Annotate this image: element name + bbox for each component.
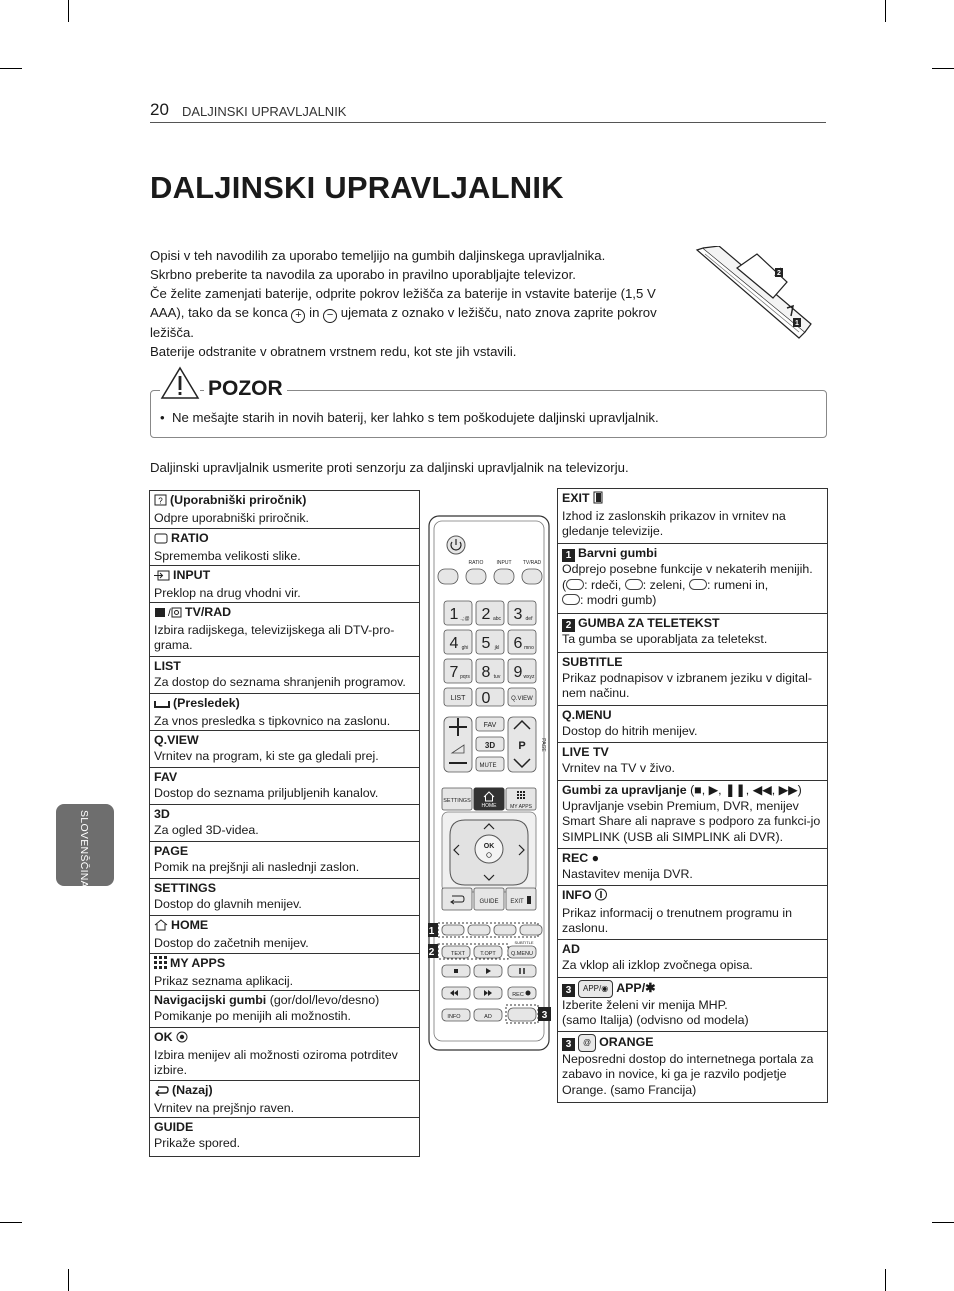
colour-key-2	[468, 925, 490, 935]
ok-label: OK	[483, 843, 495, 850]
row-desc: Odprejo posebne funkcije v nekaterih menijih.	[562, 562, 813, 576]
table-row	[150, 694, 419, 731]
svg-text:?: ?	[158, 496, 163, 506]
intro-line: Opisi v teh navodilih za uporabo temeljijo na gumbih daljinskega upravljalnika.	[150, 248, 606, 263]
page-p-label: P	[518, 740, 526, 752]
table-row	[558, 544, 827, 614]
row-title-text: Q.MENU	[562, 708, 612, 722]
row-title-text: AD	[562, 942, 580, 956]
zero-digit: 0	[481, 690, 491, 707]
row-desc: Za ogled 3D-videa.	[154, 822, 259, 837]
row-desc: Za vnos presledka s tipkovnico na zaslonu.	[154, 713, 391, 728]
row-title-text: HOME	[171, 918, 209, 932]
row-title-text: ORANGE	[599, 1035, 654, 1049]
language-tab-label: SLOVENŠČINA	[78, 810, 90, 888]
row-title	[154, 844, 415, 860]
page-title: DALJINSKI UPRAVLJALNIK	[150, 170, 564, 205]
row-title	[154, 1030, 415, 1048]
table-row	[150, 529, 419, 566]
crop-mark	[68, 1269, 69, 1291]
figure-label-2: 2	[777, 270, 781, 277]
table-row	[150, 731, 419, 768]
exit-icon	[593, 491, 603, 509]
row-title	[154, 568, 415, 586]
crop-mark	[932, 1222, 954, 1223]
subtitle-label: SUBTITLE	[514, 940, 534, 945]
remote-control-illustration	[428, 515, 552, 1055]
number-key-digit: 7	[449, 664, 459, 681]
number-key-letters: tuv	[493, 674, 501, 680]
table-row	[150, 768, 419, 805]
ratio-label: RATIO	[468, 560, 484, 566]
row-desc: Dostop do hitrih menijev.	[562, 723, 698, 738]
row-title	[154, 1120, 415, 1136]
row-title	[562, 655, 823, 671]
intro-fragment: AAA), tako da se konca	[150, 305, 288, 320]
running-header: DALJINSKI UPRAVLJALNIK	[182, 104, 347, 119]
table-row	[150, 657, 419, 694]
number-badge: 2	[562, 619, 575, 632]
input-button	[494, 569, 514, 584]
page-vertical-label: PAGE	[540, 738, 546, 752]
row-title	[562, 616, 823, 632]
row-title-extra: (■, ▶, ❚❚, ◀◀, ▶▶)	[686, 783, 802, 797]
caution-gap	[300, 389, 825, 390]
number-badge: 1	[562, 549, 575, 562]
row-desc: Vrnitev na program, ki ste ga gledali prej.	[154, 748, 379, 763]
row-title	[562, 491, 823, 509]
number-badge-text: 1	[428, 926, 435, 937]
row-desc: Prikaz seznama aplikacij.	[154, 973, 294, 988]
intro-fragment: ujemata z oznako v ležišču, nato znova zaprite pokrov	[340, 305, 657, 320]
header-rule	[150, 122, 826, 123]
right-button-table	[557, 488, 828, 1103]
my-apps-grid-dot	[517, 797, 519, 799]
intro-fragment: in	[309, 305, 320, 320]
row-desc: Izbira menijev ali možnosti oziroma potrditev izbire.	[154, 1047, 398, 1077]
intro-line: Skrbno preberite ta navodila za uporabo in pravilno uporabljajte televizor.	[150, 267, 576, 282]
row-title-text: Barvni gumbi	[578, 546, 658, 560]
table-row	[150, 954, 419, 991]
red-button-icon	[566, 579, 584, 590]
table-row	[558, 978, 827, 1032]
number-badge: 3	[562, 1038, 575, 1051]
crop-mark	[0, 68, 22, 69]
row-desc: Prikaz informacij o trenutnem programu in zaslonu.	[562, 905, 793, 935]
row-title-text: SUBTITLE	[562, 655, 623, 669]
row-title	[562, 942, 823, 958]
pause-button	[508, 965, 536, 977]
row-desc: Upravljanje vsebin Premium, DVR, menijev Smart Share ali naprave s podporo za funkci-jo SIMPLINK (USB ali SIMPLINK ali DVR).	[562, 798, 821, 844]
table-row	[558, 614, 827, 653]
number-key-letters: abc	[492, 616, 502, 622]
colour-key-3	[494, 925, 516, 935]
apps-grid-icon	[154, 956, 167, 974]
row-title-text: Gumbi za upravljanje	[562, 783, 687, 797]
row-desc: Za vklop ali izklop zvočnega opisa.	[562, 957, 753, 972]
guide-label: GUIDE	[479, 899, 499, 905]
table-row	[150, 916, 419, 954]
number-key-digit: 8	[481, 664, 491, 681]
number-key-letters: jkl	[494, 645, 500, 651]
table-row	[150, 1081, 419, 1118]
row-title-text: MY APPS	[170, 956, 226, 970]
table-row	[150, 879, 419, 916]
crop-mark	[0, 1222, 22, 1223]
caution-title: POZOR	[204, 377, 287, 401]
back-icon	[154, 1084, 169, 1101]
remote-key-icon: APP/◉	[578, 980, 613, 998]
number-key-letters: .,;@	[460, 616, 470, 622]
row-title	[154, 993, 415, 1009]
row-title	[154, 531, 415, 549]
row-title-text: 3D	[154, 807, 170, 821]
number-key-letters: def	[525, 616, 533, 622]
table-row	[558, 886, 827, 940]
home-label: HOME	[481, 803, 497, 809]
row-desc: Prikaz podnapisov v izbranem jeziku v digital-nem načinu.	[562, 670, 812, 700]
row-desc: Sprememba velikosti slike.	[154, 548, 301, 563]
text-label: TEXT	[450, 951, 466, 957]
table-row	[558, 489, 827, 544]
row-desc: Pomik na prejšnji ali naslednji zaslon.	[154, 859, 360, 874]
table-row	[150, 566, 419, 603]
row-desc: Ta gumba se uporabljata za teletekst.	[562, 632, 768, 646]
row-desc: Prikaže spored.	[154, 1135, 241, 1150]
number-key-letters: mno	[524, 645, 534, 651]
row-title-text: (Uporabniški priročnik)	[170, 493, 307, 507]
row-title-text: (Nazaj)	[172, 1083, 213, 1097]
crop-mark	[885, 0, 886, 22]
green-button-icon	[625, 579, 643, 590]
row-title	[154, 881, 415, 897]
row-desc: Dostop do seznama priljubljenih kanalov.	[154, 785, 379, 800]
row-desc: Nastavitev menija DVR.	[562, 866, 693, 881]
table-row	[558, 940, 827, 978]
number-badge-text: 3	[541, 1010, 548, 1021]
crop-mark	[932, 68, 954, 69]
row-desc: : modri gumb)	[562, 593, 823, 609]
table-row	[558, 706, 827, 743]
my-apps-grid-dot	[517, 794, 519, 796]
rec-dot-icon	[526, 991, 531, 996]
row-desc: ( : rdeči, : zeleni, : rumeni in,	[562, 577, 769, 592]
number-badge-text: 2	[428, 947, 435, 958]
row-title	[562, 708, 823, 724]
table-row	[150, 603, 419, 657]
crop-mark	[885, 1269, 886, 1291]
language-tab	[56, 804, 114, 886]
t-opt-label: T.OPT	[480, 951, 496, 957]
number-key-letters: ghi	[461, 645, 469, 651]
table-row	[558, 743, 827, 781]
row-title-text: Q.VIEW	[154, 733, 199, 747]
row-title-text: APP/✱	[616, 981, 656, 995]
row-title-text: OK	[154, 1030, 173, 1044]
number-badge: 3	[562, 984, 575, 997]
my-apps-grid-dot	[517, 791, 519, 793]
row-desc: Odpre uporabniški priročnik.	[154, 510, 309, 525]
crop-mark	[68, 0, 69, 22]
row-title	[154, 956, 415, 974]
row-title	[154, 493, 415, 511]
q-view-label: Q.VIEW	[511, 696, 533, 702]
svg-text:/: /	[168, 608, 171, 618]
intro-line	[150, 303, 705, 323]
row-title-text: TV/RAD	[185, 605, 232, 619]
my-apps-grid-dot	[523, 794, 525, 796]
ratio-button	[466, 569, 486, 584]
back-button	[442, 888, 472, 910]
row-title	[562, 851, 823, 867]
info-icon	[594, 888, 608, 906]
home-icon	[154, 919, 168, 936]
table-row	[558, 1032, 827, 1102]
table-row	[150, 805, 419, 842]
minus-icon: −	[323, 309, 337, 323]
number-key-letters: pqrs	[460, 674, 470, 680]
my-apps-grid-dot	[523, 791, 525, 793]
input-label: INPUT	[496, 560, 512, 566]
stop-icon	[454, 969, 458, 973]
table-row	[150, 1118, 419, 1156]
row-desc: Izhod iz zaslonskih prikazov in vrnitev na gledanje televizije.	[562, 508, 786, 538]
row-desc: Neposredni dostop do internetnega portala za zabavo in novice, ki ga je razvilo podjetje Orange. (samo Francija)	[562, 1051, 814, 1097]
manual-icon	[154, 494, 167, 511]
row-desc: Za dostop do seznama shranjenih programov.	[154, 674, 406, 689]
row-title-text: (Presledek)	[173, 696, 240, 710]
manual-button	[438, 569, 458, 584]
row-desc: Izberite želeni vir menija MHP.	[562, 997, 728, 1012]
number-key-digit: 5	[481, 635, 491, 652]
row-desc: Vrnitev na prejšnjo raven.	[154, 1100, 295, 1115]
row-desc: (samo Italija) (odvisno od modela)	[562, 1013, 749, 1027]
table-row	[150, 491, 419, 529]
table-row	[558, 653, 827, 706]
row-title	[154, 807, 415, 823]
yellow-button-icon	[689, 579, 707, 590]
caution-item: • Ne mešajte starih in novih baterij, ker lahko s tem poškodujete daljinski upravljalnik.	[160, 410, 659, 425]
row-desc: Dostop do začetnih menijev.	[154, 935, 309, 950]
app-button	[508, 1008, 536, 1021]
row-title-extra: (gor/dol/levo/desno)	[266, 993, 380, 1007]
row-title	[562, 1034, 823, 1052]
number-key-digit: 6	[513, 635, 523, 652]
row-title	[154, 605, 415, 623]
row-title	[562, 888, 823, 906]
row-desc: Dostop do glavnih menijev.	[154, 896, 302, 911]
row-title-text: INPUT	[173, 568, 211, 582]
number-key-digit: 1	[449, 606, 459, 623]
row-title	[562, 546, 823, 562]
row-title-text: RATIO	[171, 531, 209, 545]
row-title-text: LIST	[154, 659, 181, 673]
colour-key-1	[442, 925, 464, 935]
row-title	[154, 696, 415, 714]
row-title	[154, 659, 415, 675]
tv-rad-label: TV/RAD	[522, 560, 542, 566]
table-row	[150, 991, 419, 1028]
my-apps-grid-dot	[520, 791, 522, 793]
number-key-digit: 2	[481, 606, 491, 623]
row-title-text: FAV	[154, 770, 178, 784]
blue-button-icon	[562, 594, 580, 605]
row-title-text: GUMBA ZA TELETEKST	[578, 616, 720, 630]
row-title	[562, 980, 823, 998]
my-apps-grid-dot	[523, 797, 525, 799]
table-row	[150, 1028, 419, 1081]
row-desc: Vrnitev na TV v živo.	[562, 760, 675, 775]
table-row	[558, 849, 827, 886]
my-apps-label: MY APPS	[510, 804, 532, 810]
ok-dot-icon	[176, 1031, 188, 1048]
tv-rad-button	[522, 569, 542, 584]
my-apps-grid-dot	[520, 797, 522, 799]
mute-label: MUTE	[479, 763, 497, 769]
row-title-text: REC ●	[562, 851, 600, 865]
row-title	[562, 745, 823, 761]
intro-line: Če želite zamenjati baterije, odprite pokrov ležišča za baterije in vstavite baterije (1,5 V	[150, 286, 656, 301]
space-icon	[154, 698, 170, 714]
row-title-text: GUIDE	[154, 1120, 194, 1134]
row-title-text: LIVE TV	[562, 745, 609, 759]
plus-icon: +	[291, 309, 305, 323]
row-title	[154, 1083, 415, 1101]
sensor-text: Daljinski upravljalnik usmerite proti senzorju za daljinski upravljalnik na televizorju.	[150, 460, 629, 475]
intro-line: ležišča.	[150, 325, 194, 340]
table-row	[150, 842, 419, 879]
row-title-text: SETTINGS	[154, 881, 216, 895]
intro-line: Baterije odstranite v obratnem vrstnem redu, kot ste jih vstavili.	[150, 344, 517, 359]
q-menu-label: Q.MENU	[511, 951, 533, 957]
my-apps-grid-dot	[520, 794, 522, 796]
row-desc: Pomikanje po menijih ali možnostih.	[154, 1008, 351, 1023]
left-button-table	[149, 490, 420, 1157]
3d-label: 3D	[484, 741, 496, 750]
table-row	[558, 781, 827, 849]
battery-cover-illustration	[695, 246, 815, 346]
colour-key-4	[520, 925, 542, 935]
row-desc: Izbira radijskega, televizijskega ali DTV-pro-grama.	[154, 622, 395, 652]
caution-item-text: Ne mešajte starih in novih baterij, ker lahko s tem poškodujete daljinski upravljalnik.	[171, 410, 659, 425]
input-icon	[154, 570, 170, 586]
rec-label: REC	[512, 992, 524, 998]
ratio-icon	[154, 533, 168, 549]
row-title	[562, 783, 823, 799]
tv-rad-icon	[154, 606, 182, 623]
info-label: INFO	[447, 1014, 461, 1020]
exit-label: EXIT	[510, 899, 524, 905]
row-desc: Preklop na drug vhodni vir.	[154, 585, 301, 600]
fav-label: FAV	[483, 722, 497, 729]
intro-text	[150, 246, 705, 361]
number-key-digit: 4	[449, 635, 459, 652]
row-title	[154, 770, 415, 786]
row-title-text: INFO	[562, 888, 592, 902]
number-key-digit: 9	[513, 664, 523, 681]
row-title-text: PAGE	[154, 844, 189, 858]
warning-triangle-icon	[160, 366, 200, 400]
exit-key-icon	[527, 896, 531, 904]
row-title-text: Navigacijski gumbi	[154, 993, 267, 1007]
number-key-letters: wxyz	[523, 674, 535, 680]
row-title-text: EXIT	[562, 491, 590, 505]
page-number: 20	[150, 100, 169, 119]
number-key-digit: 3	[513, 606, 523, 623]
settings-label: SETTINGS	[443, 798, 471, 804]
row-title	[154, 733, 415, 749]
list-label: LIST	[450, 695, 466, 702]
ad-label: AD	[484, 1014, 492, 1020]
figure-label-1: 1	[795, 320, 799, 327]
remote-key-icon: @	[578, 1034, 596, 1052]
row-title	[154, 918, 415, 936]
